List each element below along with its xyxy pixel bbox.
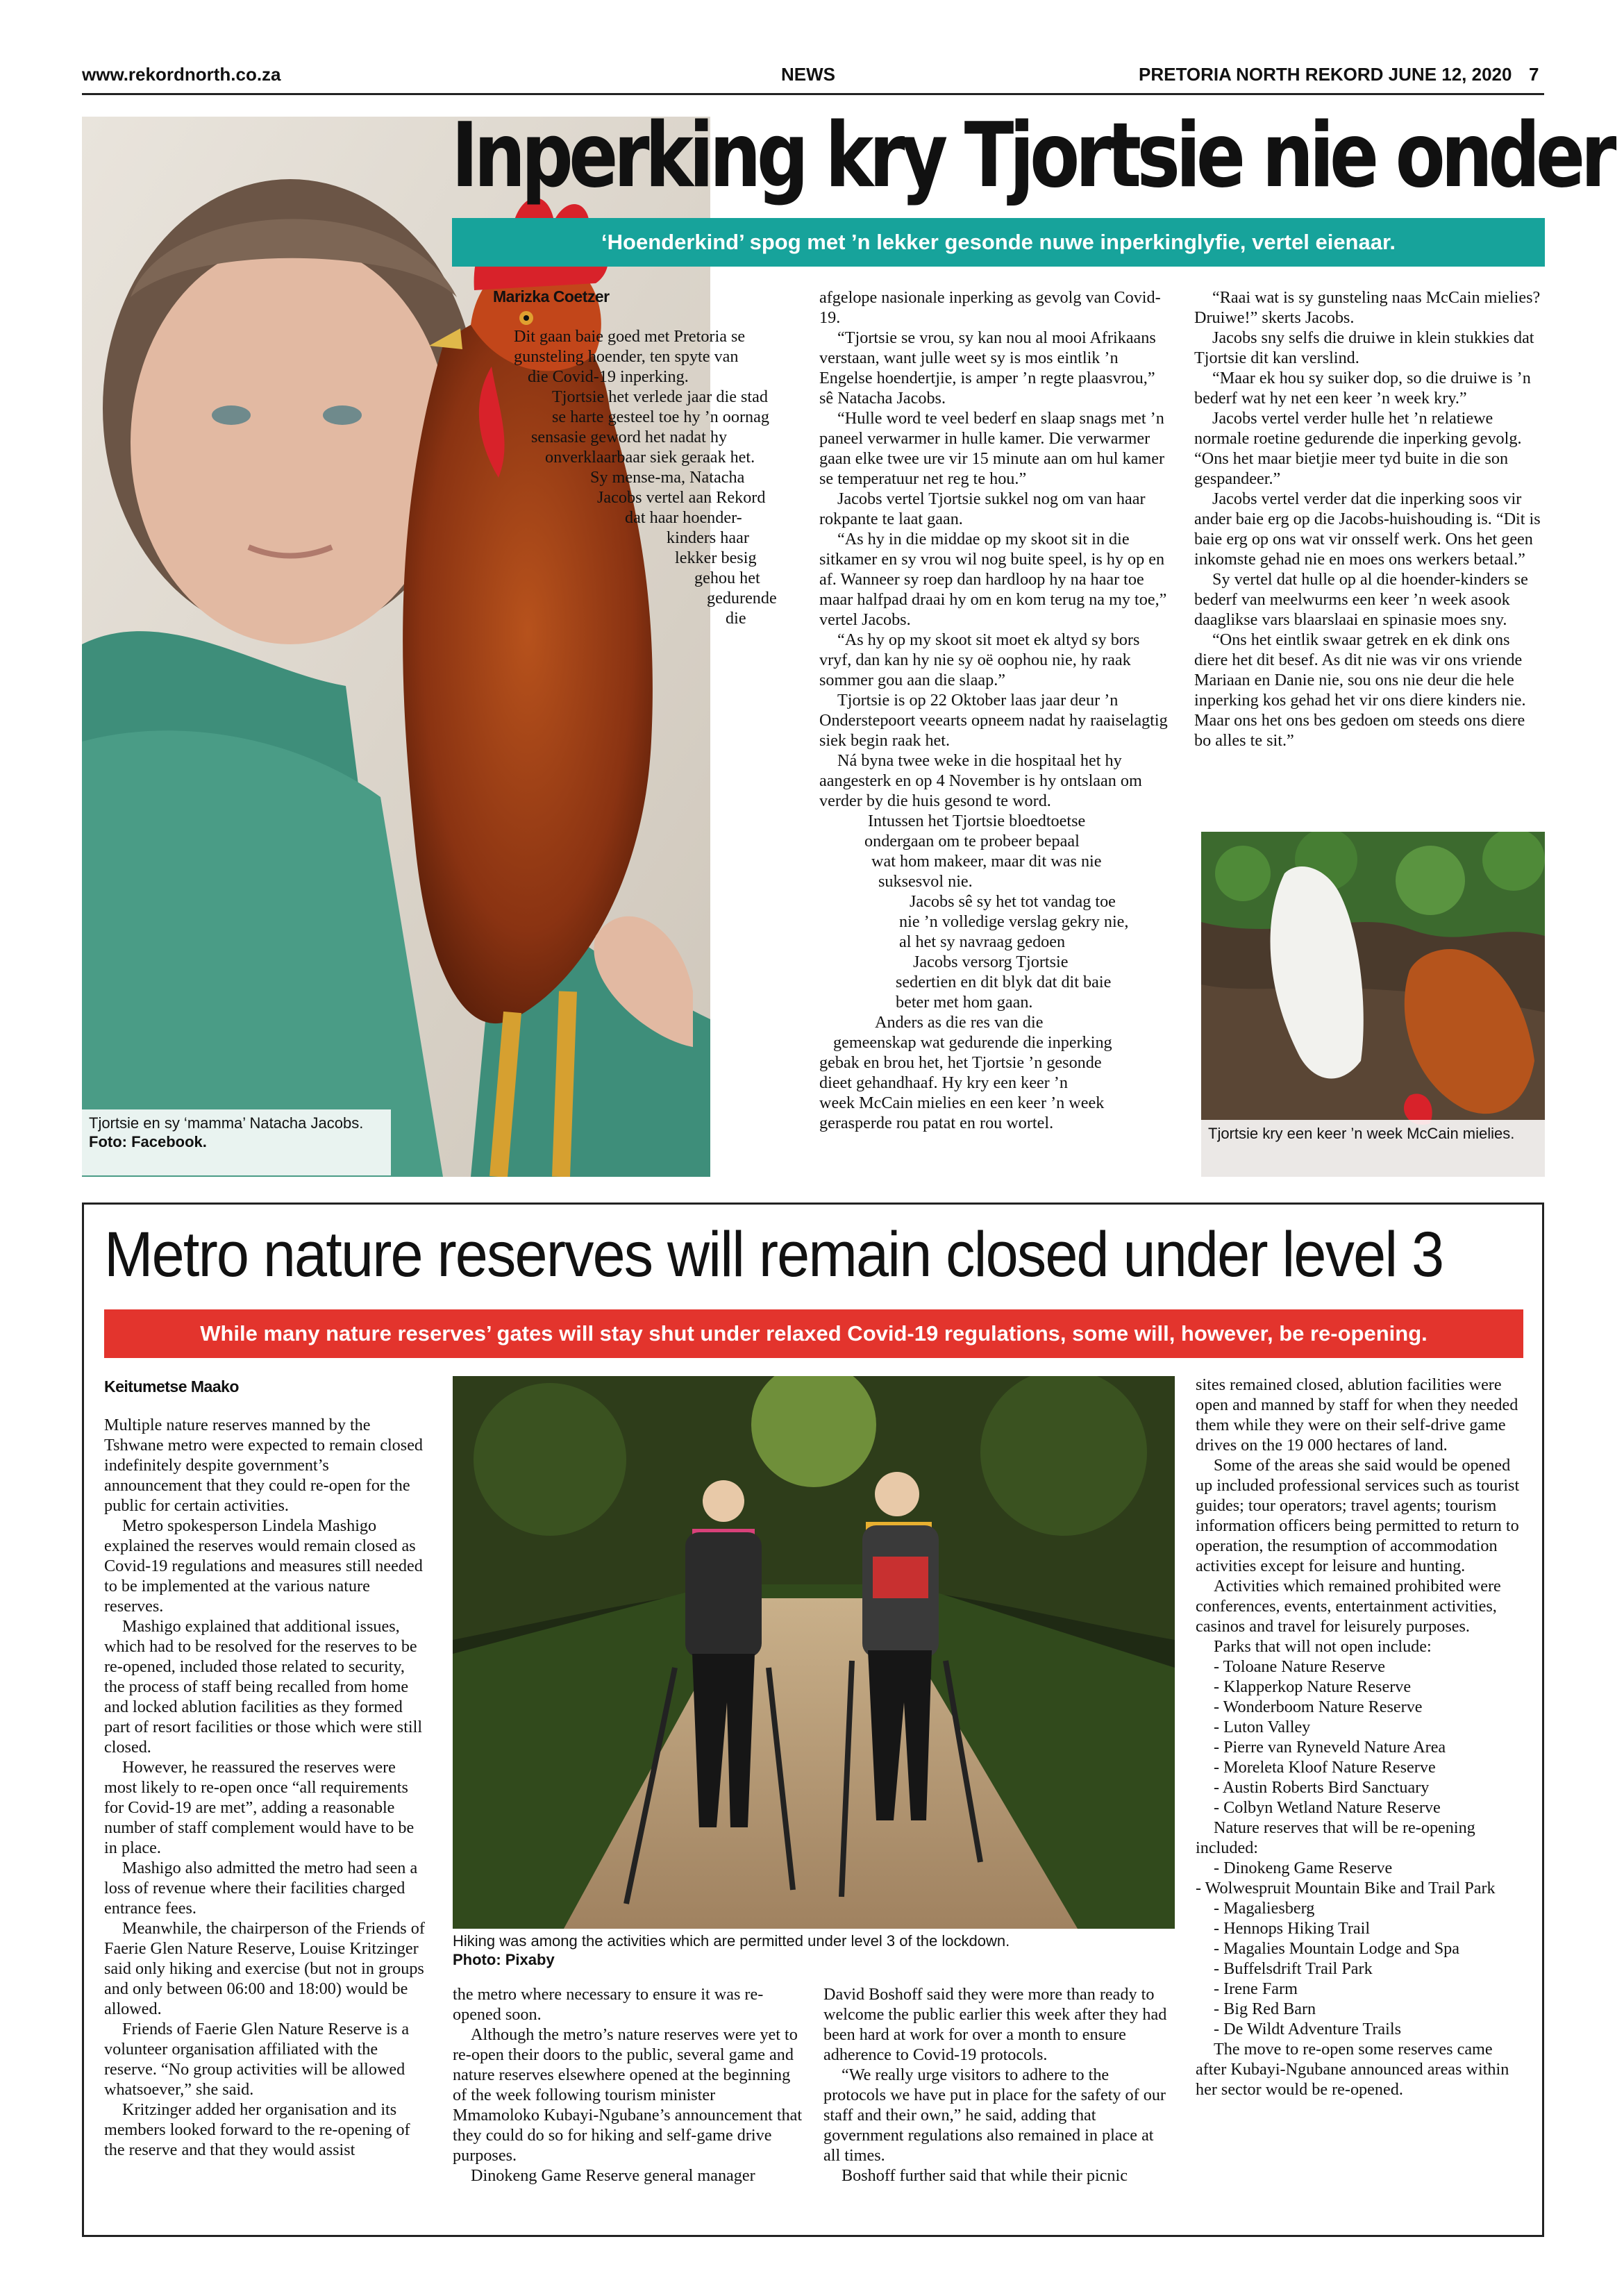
story1-col2-para-1: “Tjortsie se vrou, sy kan nou al mooi Afrikaans verstaan, want julle weet sy is mos eintlik ’n Engelse hoendertjie, is amper ’n regte plaasvrou,” sê Natacha Jacobs. bbox=[819, 328, 1156, 408]
story1-col2-wrap-13: dieet gehandhaaf. Hy kry een keer ’n bbox=[819, 1073, 1068, 1092]
closed-park-item: - Colbyn Wetland Nature Reserve bbox=[1214, 1798, 1441, 1817]
hikers-caption bbox=[453, 1932, 1175, 1969]
story2-column-1 bbox=[104, 1415, 427, 2160]
story1-col1-line-1: gunsteling hoender, ten spyte van bbox=[514, 347, 739, 366]
story1-col2-wrap-15: gerasperde rou patat en rou wortel. bbox=[819, 1114, 1054, 1132]
story2-byline: Keitumetse Maako bbox=[104, 1377, 239, 1396]
story1-col2-wrap-2: wat hom makeer, maar dit was nie bbox=[871, 852, 1102, 871]
story1-col3-para-0: “Raai wat is sy gunsteling naas McCain mielies? Druiwe!” skerts Jacobs. bbox=[1194, 288, 1541, 327]
closed-park-item: - Moreleta Kloof Nature Reserve bbox=[1214, 1758, 1436, 1777]
story2-col1-para-5: Meanwhile, the chairperson of the Friends of Faerie Glen Nature Reserve, Louise Kritzinger said only hiking and exercise (but not in groups and only between 06:00 and 18:00) would be allowed. bbox=[104, 1919, 425, 2018]
open-park-item: - Buffelsdrift Trail Park bbox=[1214, 1959, 1373, 1978]
hikers-photo bbox=[453, 1376, 1175, 1929]
story1-col2-para-3: Jacobs vertel Tjortsie sukkel nog om van haar rokpante te laat gaan. bbox=[819, 489, 1146, 528]
open-park-item: - Irene Farm bbox=[1214, 1979, 1298, 1998]
story1-col2-wrap-3: suksesvol nie. bbox=[878, 872, 973, 891]
story1-col2-para-4: “As hy in die middae op my skoot sit in die sitkamer en sy vrou wil nog buite speel, is hy op en af. Wanneer sy roep dan hardloop hy na haar toe maar halfpad draai hy om en kom terug na my toe,” vertel Jacobs. bbox=[819, 530, 1167, 629]
story1-col3-para-3: Jacobs vertel verder hulle het ’n relatiewe normale roetine gedurende die inperking gevolg. “Ons het maar bietjie meer tyd buite in die son gespandeer.” bbox=[1194, 409, 1522, 488]
story2-col4-para-2: Activities which remained prohibited were conferences, events, entertainment activities, casinos and travel for leisurely purposes. bbox=[1196, 1577, 1501, 1636]
story2-col4-para-0: sites remained closed, ablution facilities were open and manned by staff for when they needed them while they were on their self-drive game drives on the 19 000 hectares of land. bbox=[1196, 1375, 1518, 1455]
story1-col2-wrap-12: gebak en brou het, het Tjortsie ’n gesonde bbox=[819, 1053, 1102, 1072]
story1-col3-para-1: Jacobs sny selfs die druiwe in klein stukkies dat Tjortsie dit kan verslind. bbox=[1194, 328, 1534, 367]
hikers-caption-credit: Photo: Pixaby bbox=[453, 1951, 555, 1968]
story1-col2-wrap-6: al het sy navraag gedoen bbox=[899, 932, 1066, 951]
closed-park-item: - Wonderboom Nature Reserve bbox=[1214, 1698, 1423, 1716]
story2-col1-para-4: Mashigo also admitted the metro had seen a loss of revenue where their facilities charged entrance fees. bbox=[104, 1859, 418, 1918]
story1-column-3 bbox=[1194, 287, 1545, 751]
story2-col3-para-0: David Boshoff said they were more than ready to welcome the public earlier this week after they had been hard at work for over a month to ensure adherence to Covid-19 protocols. bbox=[823, 1985, 1167, 2064]
story1-col2-wrap-1: ondergaan om te probeer bepaal bbox=[864, 832, 1080, 850]
publication-date: PRETORIA NORTH REKORD JUNE 12, 2020 bbox=[1139, 64, 1512, 85]
story1-col1-line-0: Dit gaan baie goed met Pretoria se bbox=[514, 327, 746, 346]
closed-park-item: - Klapperkop Nature Reserve bbox=[1214, 1677, 1412, 1696]
page-number: 7 bbox=[1529, 64, 1539, 85]
story2-col2-para-2: Dinokeng Game Reserve general manager bbox=[471, 2166, 755, 2185]
chickens-photo bbox=[1201, 832, 1545, 1177]
section-label: NEWS bbox=[781, 64, 835, 85]
story1-col2-wrap-7: Jacobs versorg Tjortsie bbox=[913, 953, 1069, 971]
website-url: www.rekordnorth.co.za bbox=[82, 64, 281, 85]
story2-col3-para-2: Boshoff further said that while their picnic bbox=[842, 2166, 1128, 2185]
open-park-item: - Wolwespruit Mountain Bike and Trail Park bbox=[1196, 1879, 1496, 1897]
photo1-caption-text: Tjortsie en sy ‘mamma’ Natacha Jacobs. bbox=[89, 1114, 364, 1132]
story1-col3-para-4: Jacobs vertel verder dat die inperking soos vir ander baie erg op die Jacobs-huishouding is. “Dit is baie erg op ons wat vir onsself werk. Ons het geen inkomste gehad nie en moes ons werkers betaal.” bbox=[1194, 489, 1541, 569]
story2-column-3 bbox=[823, 1984, 1174, 2186]
story1-byline: Marizka Coetzer bbox=[493, 287, 610, 305]
story1-col1-line-2: die Covid-19 inperking. bbox=[528, 367, 689, 386]
story1-col1-line-9: dat haar hoender- bbox=[625, 508, 742, 527]
story2-col2-para-0: the metro where necessary to ensure it was re-opened soon. bbox=[453, 1985, 764, 2024]
story2-col4-para-3: Parks that will not open include: bbox=[1214, 1637, 1432, 1656]
story1-col3-para-2: “Maar ek hou sy suiker dop, so die druiwe is ’n bederf wat hy net een keer ’n week kry.” bbox=[1194, 369, 1531, 408]
story1-col2-wrap-5: nie ’n volledige verslag gekry nie, bbox=[899, 912, 1129, 931]
story2-col1-para-3: However, he reassured the reserves were most likely to re-open once “all requirements for Covid-19 are met”, adding a reasonable number of staff complement would have to be in place. bbox=[104, 1758, 415, 1857]
story1-column-2 bbox=[819, 287, 1170, 1133]
story1-col2-wrap-8: sedertien en dit blyk dat dit baie bbox=[896, 973, 1112, 991]
story1-col1-line-12: gehou het bbox=[694, 569, 760, 587]
story1-col1-line-10: kinders haar bbox=[667, 528, 749, 547]
story1-col2-wrap-0: Intussen het Tjortsie bloedtoetse bbox=[868, 812, 1086, 830]
open-park-item: - Dinokeng Game Reserve bbox=[1214, 1859, 1393, 1877]
story1-col2-para-5: “As hy op my skoot sit moet ek altyd sy bors vryf, dan kan hy nie sy oë oophou nie, hy raak sommer gou aan die slaap.” bbox=[819, 630, 1140, 689]
story1-col2-wrap-11: gemeenskap wat gedurende die inperking bbox=[833, 1033, 1112, 1052]
story1-col2-wrap-10: Anders as die res van die bbox=[875, 1013, 1044, 1032]
closed-park-item: - Austin Roberts Bird Sanctuary bbox=[1214, 1778, 1430, 1797]
photo1-credit: Foto: Facebook. bbox=[89, 1133, 207, 1150]
story2-col1-para-7: Kritzinger added her organisation and its members looked forward to the re-opening of the reserve and that they would assist bbox=[104, 2100, 410, 2159]
story2-col1-para-2: Mashigo explained that additional issues, which had to be resolved for the reserves to be re-opened, included those related to security, the process of staff being recalled from home and locked ablution facilities as they formed part of resort facilities or those which were still closed. bbox=[104, 1617, 423, 1757]
story1-col2-wrap-4: Jacobs sê sy het tot vandag toe bbox=[910, 892, 1116, 911]
closed-park-item: - Toloane Nature Reserve bbox=[1214, 1657, 1386, 1676]
open-park-item: - De Wildt Adventure Trails bbox=[1214, 2020, 1402, 2038]
story2-col1-para-0: Multiple nature reserves manned by the Tshwane metro were expected to remain closed indefinitely despite government’s announcement that they could re-open for the public for certain activities. bbox=[104, 1416, 424, 1515]
story1-col2-para-6: Tjortsie is op 22 Oktober laas jaar deur ’n Onderstepoort veearts opneem nadat hy raaiselagtig siek begin raak het. bbox=[819, 691, 1168, 750]
story2-column-4 bbox=[1196, 1375, 1525, 2100]
story1-col2-para-0: afgelope nasionale inperking as gevolg van Covid-19. bbox=[819, 288, 1161, 327]
story2-col1-para-1: Metro spokesperson Lindela Mashigo explained the reserves would remain closed as Covid-19 regulations and measures still needed to be implemented at the various nature reserves. bbox=[104, 1516, 423, 1616]
story1-col1-line-14: die bbox=[726, 609, 746, 628]
story2-column-2 bbox=[453, 1984, 803, 2186]
story1-col3-para-5: Sy vertel dat hulle op al die hoender-kinders se bederf van meelwurms een keer ’n week asook daaglikse vars blaarslaai en spinasie moes sny. bbox=[1194, 570, 1528, 629]
story1-col1-line-5: sensasie geword het nadat hy bbox=[531, 428, 728, 446]
photo2-caption: Tjortsie kry een keer ’n week McCain mielies. bbox=[1201, 1120, 1545, 1177]
story1-col1-line-11: lekker besig bbox=[675, 548, 757, 567]
story2-col3-para-1: “We really urge visitors to adhere to the protocols we have put in place for the safety of our staff and their own,” he said, adding that government regulations also remained in place at all times. bbox=[823, 2065, 1166, 2165]
hikers-caption-text: Hiking was among the activities which are permitted under level 3 of the lockdown. bbox=[453, 1932, 1010, 1950]
story1-col1-line-3: Tjortsie het verlede jaar die stad bbox=[552, 387, 768, 406]
story1-col1-line-4: se harte gesteel toe hy ’n oornag bbox=[552, 408, 769, 426]
story2-subheadline: While many nature reserves’ gates will stay shut under relaxed Covid-19 regulations, some will, however, be re-opening. bbox=[104, 1309, 1523, 1358]
header-rule bbox=[82, 93, 1544, 95]
story1-headline: Inperking kry Tjortsie nie onder bbox=[451, 104, 1612, 208]
reopening-intro: Nature reserves that will be re-opening included: bbox=[1196, 1818, 1475, 1857]
rooster-woman-photo bbox=[82, 117, 710, 1177]
story2-col2-para-1: Although the metro’s nature reserves were yet to re-open their doors to the public, several game and nature reserves elsewhere opened at the beginning of the week following tourism minister Mmamoloko Kubayi-Ngubane’s announcement that they could do so for hiking and self-game drive purposes. bbox=[453, 2025, 803, 2165]
photo1-caption bbox=[82, 1109, 391, 1175]
story1-col1-line-6: onverklaarbaar siek geraak het. bbox=[545, 448, 755, 467]
open-park-item: - Big Red Barn bbox=[1214, 2000, 1316, 2018]
open-park-item: - Magalies Mountain Lodge and Spa bbox=[1214, 1939, 1460, 1958]
open-park-item: - Magaliesberg bbox=[1214, 1899, 1315, 1918]
story1-col1-line-8: Jacobs vertel aan Rekord bbox=[597, 488, 766, 507]
story1-col1-line-7: Sy mense-ma, Natacha bbox=[590, 468, 745, 487]
closed-park-item: - Luton Valley bbox=[1214, 1718, 1311, 1736]
story1-subheadline: ‘Hoenderkind’ spog met ’n lekker gesonde nuwe inperkinglyfie, vertel eienaar. bbox=[452, 218, 1545, 267]
story1-column-1 bbox=[486, 326, 798, 628]
closed-park-item: - Pierre van Ryneveld Nature Area bbox=[1214, 1738, 1446, 1757]
open-park-item: - Hennops Hiking Trail bbox=[1214, 1919, 1371, 1938]
story2-headline: Metro nature reserves will remain closed under level 3 bbox=[104, 1219, 1443, 1290]
story1-col2-wrap-9: beter met hom gaan. bbox=[896, 993, 1033, 1012]
story2-col4-para-1: Some of the areas she said would be opened up included professional services such as tourist guides; tour operators; travel agents; tourism information officers being permitted to return to operation, the resumption of accommodation activities except for leisure and hunting. bbox=[1196, 1456, 1520, 1575]
story1-col1-line-13: gedurende bbox=[707, 589, 777, 607]
story1-col3-para-6: “Ons het eintlik swaar getrek en ek dink ons diere het dit besef. As dit nie was vir ons vriende Mariaan en Danie nie, sou ons nie deur die hele inperking kos gehad het vir ons diere kinders nie. Maar ons het ons bes gedoen om steeds ons diere bo alles te sit.” bbox=[1194, 630, 1526, 750]
story2-col1-para-6: Friends of Faerie Glen Nature Reserve is a volunteer organisation affiliated with the reserve. “No group activities will be allowed whatsoever,” she said. bbox=[104, 2020, 410, 2099]
story1-col2-para-2: “Hulle word te veel bederf en slaap snags met ’n paneel verwarmer in hulle kamer. Die verwarmer gaan elke twee ure vir 15 minute aan om hul kamer se temperatuur net reg te hou.” bbox=[819, 409, 1165, 488]
closing-paragraph: The move to re-open some reserves came after Kubayi-Ngubane announced areas within her sector would be re-opened. bbox=[1196, 2040, 1509, 2099]
story1-col2-para-7: Ná byna twee weke in die hospitaal het hy aangesterk en op 4 November is hy ontslaan om verder by die huis gesond te word. bbox=[819, 751, 1142, 810]
story1-col2-wrap-14: week McCain mielies en een keer ’n week bbox=[819, 1093, 1105, 1112]
